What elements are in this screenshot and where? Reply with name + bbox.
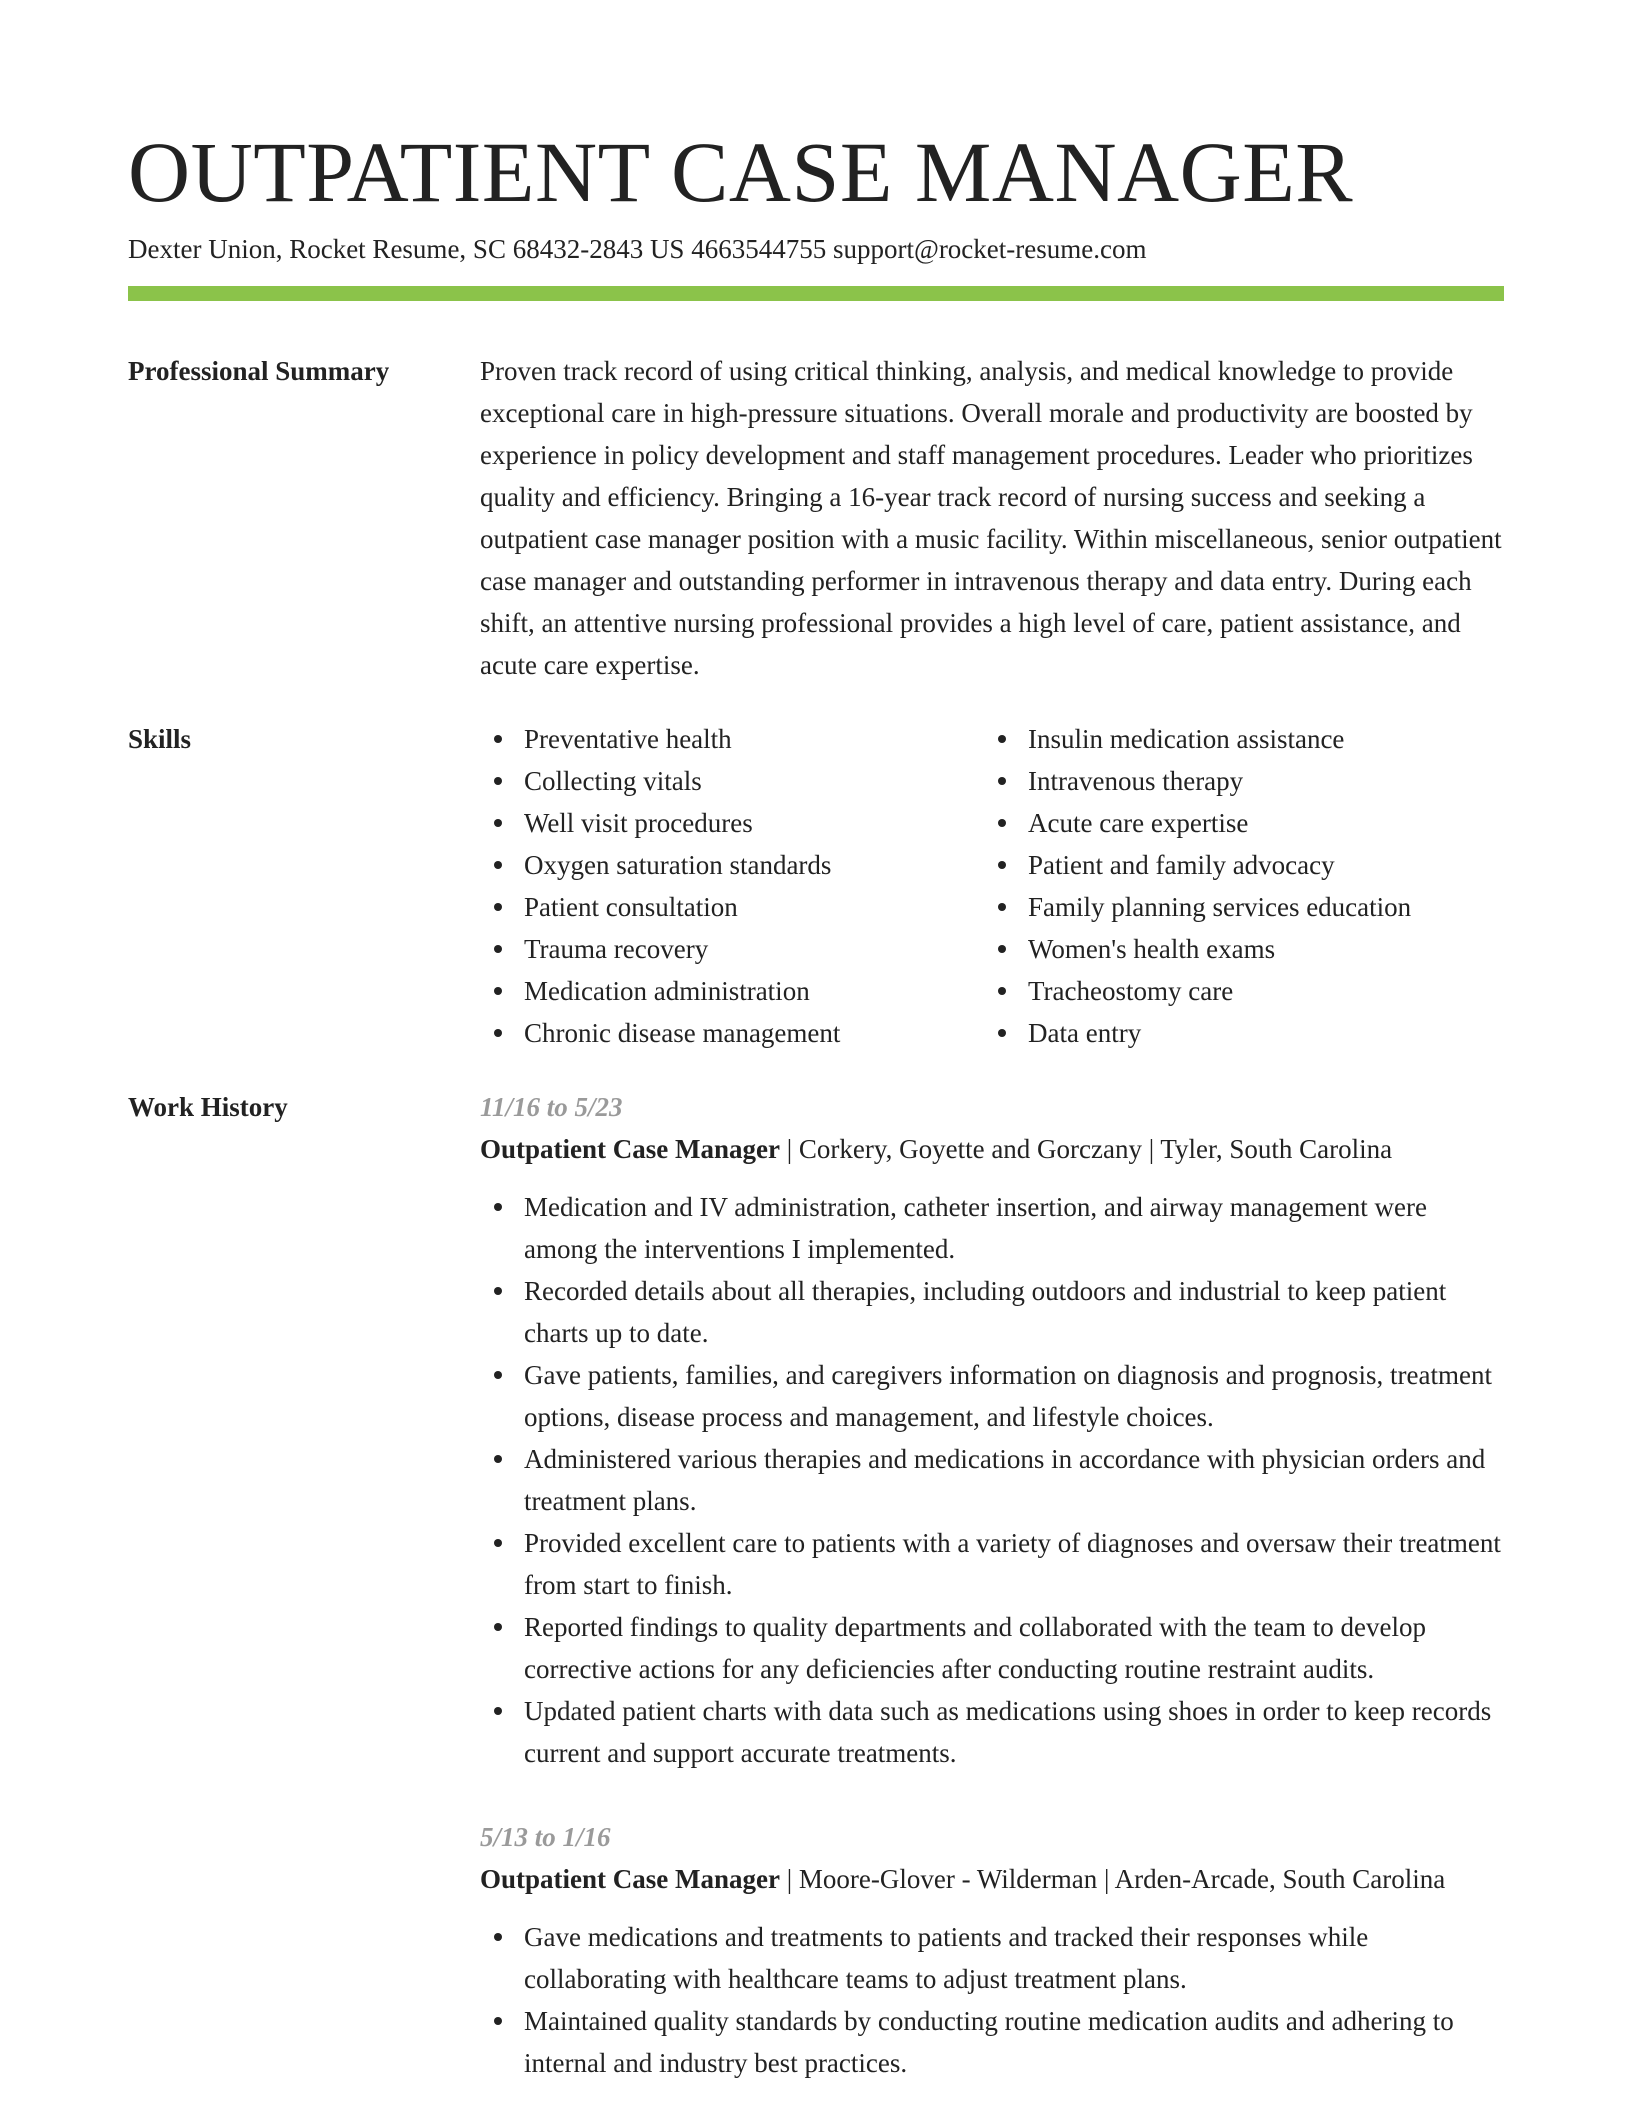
job-dates: 11/16 to 5/23: [480, 1092, 623, 1122]
job-entry: [480, 1816, 1504, 2084]
skill-item: Patient consultation: [480, 886, 984, 928]
job-bullets: [480, 1186, 1504, 1774]
skills-list-right: [984, 718, 1488, 1054]
skill-item: Data entry: [984, 1012, 1488, 1054]
contact-line: Dexter Union, Rocket Resume, SC 68432-2843 US 4663544755 support@rocket-resume.com: [128, 234, 1147, 264]
job-bullet: Administered various therapies and medications in accordance with physician orders and treatment plans.: [480, 1438, 1504, 1522]
job-bullet: Updated patient charts with data such as medications using shoes in order to keep records current and support accurate treatments.: [480, 1690, 1504, 1774]
header-divider: [128, 286, 1504, 301]
job-bullet: Gave patients, families, and caregivers information on diagnosis and prognosis, treatment options, disease process and management, and lifestyle choices.: [480, 1354, 1504, 1438]
job-bullet: Maintained quality standards by conducting routine medication audits and adhering to internal and industry best practices.: [480, 2000, 1504, 2084]
skill-item: Family planning services education: [984, 886, 1488, 928]
skill-item: Well visit procedures: [480, 802, 984, 844]
skill-item: Collecting vitals: [480, 760, 984, 802]
job-bullet: Provided excellent care to patients with a variety of diagnoses and oversaw their treatment from start to finish.: [480, 1522, 1504, 1606]
job-title: Outpatient Case Manager: [480, 1864, 780, 1894]
job-dates: 5/13 to 1/16: [480, 1822, 611, 1852]
job-header: [480, 1128, 1504, 1170]
skill-item: Trauma recovery: [480, 928, 984, 970]
skill-item: Women's health exams: [984, 928, 1488, 970]
skill-item: Chronic disease management: [480, 1012, 984, 1054]
job-entry: [480, 1086, 1504, 1774]
work-history-heading: Work History: [128, 1092, 288, 1122]
skill-item: Medication administration: [480, 970, 984, 1012]
job-title: Outpatient Case Manager: [480, 1134, 780, 1164]
skill-item: Acute care expertise: [984, 802, 1488, 844]
skill-item: Preventative health: [480, 718, 984, 760]
job-bullets: [480, 1916, 1504, 2084]
job-details: | Corkery, Goyette and Gorczany | Tyler, South Carolina: [779, 1134, 1393, 1164]
job-bullet: Gave medications and treatments to patients and tracked their responses while collaborating with healthcare teams to adjust treatment plans.: [480, 1916, 1504, 2000]
skills-heading: Skills: [128, 724, 192, 754]
skill-item: Patient and family advocacy: [984, 844, 1488, 886]
job-header: [480, 1858, 1504, 1900]
skills-list-left: [480, 718, 984, 1054]
resume-title: OUTPATIENT CASE MANAGER: [128, 124, 1354, 220]
skill-item: Intravenous therapy: [984, 760, 1488, 802]
skill-item: Oxygen saturation standards: [480, 844, 984, 886]
skill-item: Tracheostomy care: [984, 970, 1488, 1012]
job-bullet: Medication and IV administration, catheter insertion, and airway management were among the interventions I implemented.: [480, 1186, 1504, 1270]
summary-heading: Professional Summary: [128, 356, 390, 386]
summary-text: Proven track record of using critical thinking, analysis, and medical knowledge to provide exceptional care in high-pressure situations. Overall morale and productivity are boosted by experience in policy development and staff management procedures. Leader who prioritizes quality and efficiency. Bringing a 16-year track record of nursing success and seeking a outpatient case manager position with a music facility. Within miscellaneous, senior outpatient case manager and outstanding performer in intravenous therapy and data entry. During each shift, an attentive nursing professional provides a high level of care, patient assistance, and acute care expertise.: [480, 356, 1502, 680]
job-bullet: Reported findings to quality departments and collaborated with the team to develop corrective actions for any deficiencies after conducting routine restraint audits.: [480, 1606, 1504, 1690]
job-bullet: Recorded details about all therapies, including outdoors and industrial to keep patient charts up to date.: [480, 1270, 1504, 1354]
skill-item: Insulin medication assistance: [984, 718, 1488, 760]
job-details: | Moore-Glover - Wilderman | Arden-Arcade, South Carolina: [779, 1864, 1446, 1894]
